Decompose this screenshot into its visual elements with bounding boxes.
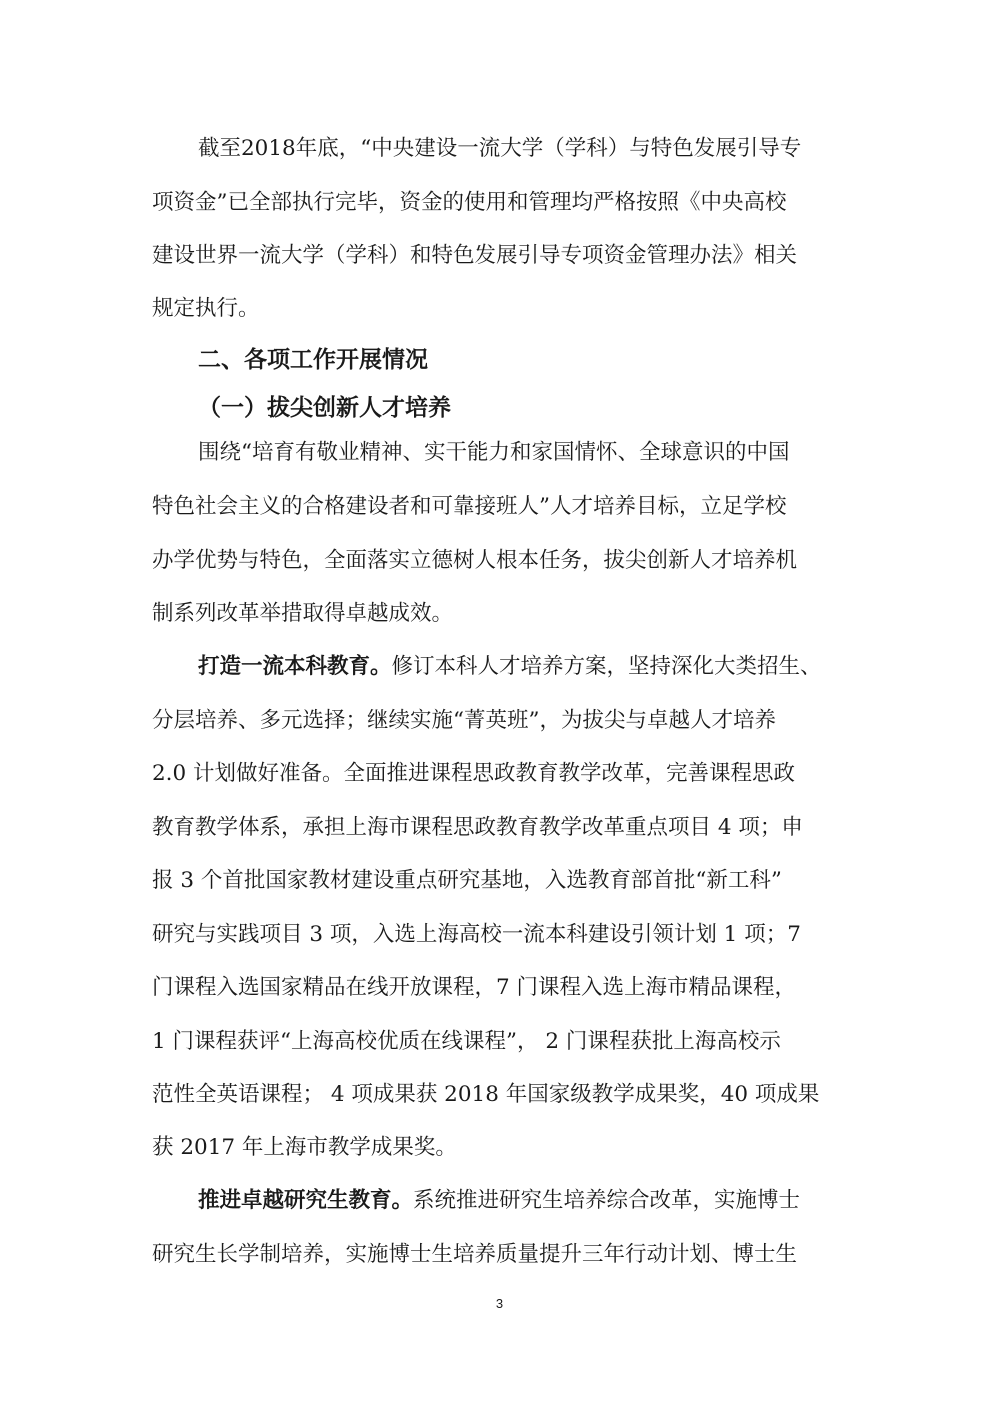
paragraph-line: 制系列改革举措取得卓越成效。	[152, 601, 454, 626]
paragraph-line: 分层培养、多元选择；继续实施“菁英班”，为拔尖与卓越人才培养	[152, 708, 776, 733]
paragraph-line: 办学优势与特色，全面落实立德树人根本任务，拔尖创新人才培养机	[152, 548, 798, 573]
paragraph-line: 1 门课程获评“上海高校优质在线课程”， 2 门课程获批上海高校示	[152, 1029, 781, 1054]
paragraph-line: 2.0 计划做好准备。全面推进课程思政教育教学改革，完善课程思政	[152, 761, 796, 786]
paragraph-line: 建设世界一流大学（学科）和特色发展引导专项资金管理办法》相关	[152, 243, 798, 268]
paragraph-text: 系统推进研究生培养综合改革，实施博士	[413, 1188, 801, 1213]
paragraph-line: 研究与实践项目 3 项，入选上海高校一流本科建设引领计划 1 项；7	[152, 922, 801, 947]
paragraph-line: 规定执行。	[152, 296, 260, 321]
paragraph-lead: 打造一流本科教育。	[198, 654, 392, 679]
paragraph-line: 围绕“培育有敬业精神、实干能力和家国情怀、全球意识的中国	[198, 440, 790, 465]
section-heading: 二、各项工作开展情况	[198, 347, 428, 373]
page-number: 3	[495, 1296, 504, 1311]
paragraph-line: 截至2018年底，“中央建设一流大学（学科）与特色发展引导专	[198, 136, 802, 161]
paragraph-lead: 推进卓越研究生教育。	[198, 1188, 414, 1213]
paragraph-line: 范性全英语课程； 4 项成果获 2018 年国家级教学成果奖，40 项成果	[152, 1082, 820, 1107]
paragraph-line: 项资金”已全部执行完毕，资金的使用和管理均严格按照《中央高校	[152, 190, 787, 215]
paragraph-line: 报 3 个首批国家教材建设重点研究基地，入选教育部首批“新工科”	[152, 868, 782, 893]
paragraph-line: 门课程入选国家精品在线开放课程，7 门课程入选上海市精品课程，	[152, 975, 797, 1000]
paragraph-line: 获 2017 年上海市教学成果奖。	[152, 1135, 457, 1160]
paragraph-first-line	[198, 1186, 848, 1216]
paragraph-line: 研究生长学制培养，实施博士生培养质量提升三年行动计划、博士生	[152, 1242, 798, 1267]
paragraph-text: 修订本科人才培养方案，坚持深化大类招生、	[391, 654, 822, 679]
paragraph-first-line	[198, 652, 848, 682]
paragraph-line: 特色社会主义的合格建设者和可靠接班人”人才培养目标，立足学校	[152, 494, 787, 519]
subsection-heading: （一）拔尖创新人才培养	[198, 395, 451, 421]
paragraph-line: 教育教学体系，承担上海市课程思政教育教学改革重点项目 4 项；申	[152, 815, 803, 840]
